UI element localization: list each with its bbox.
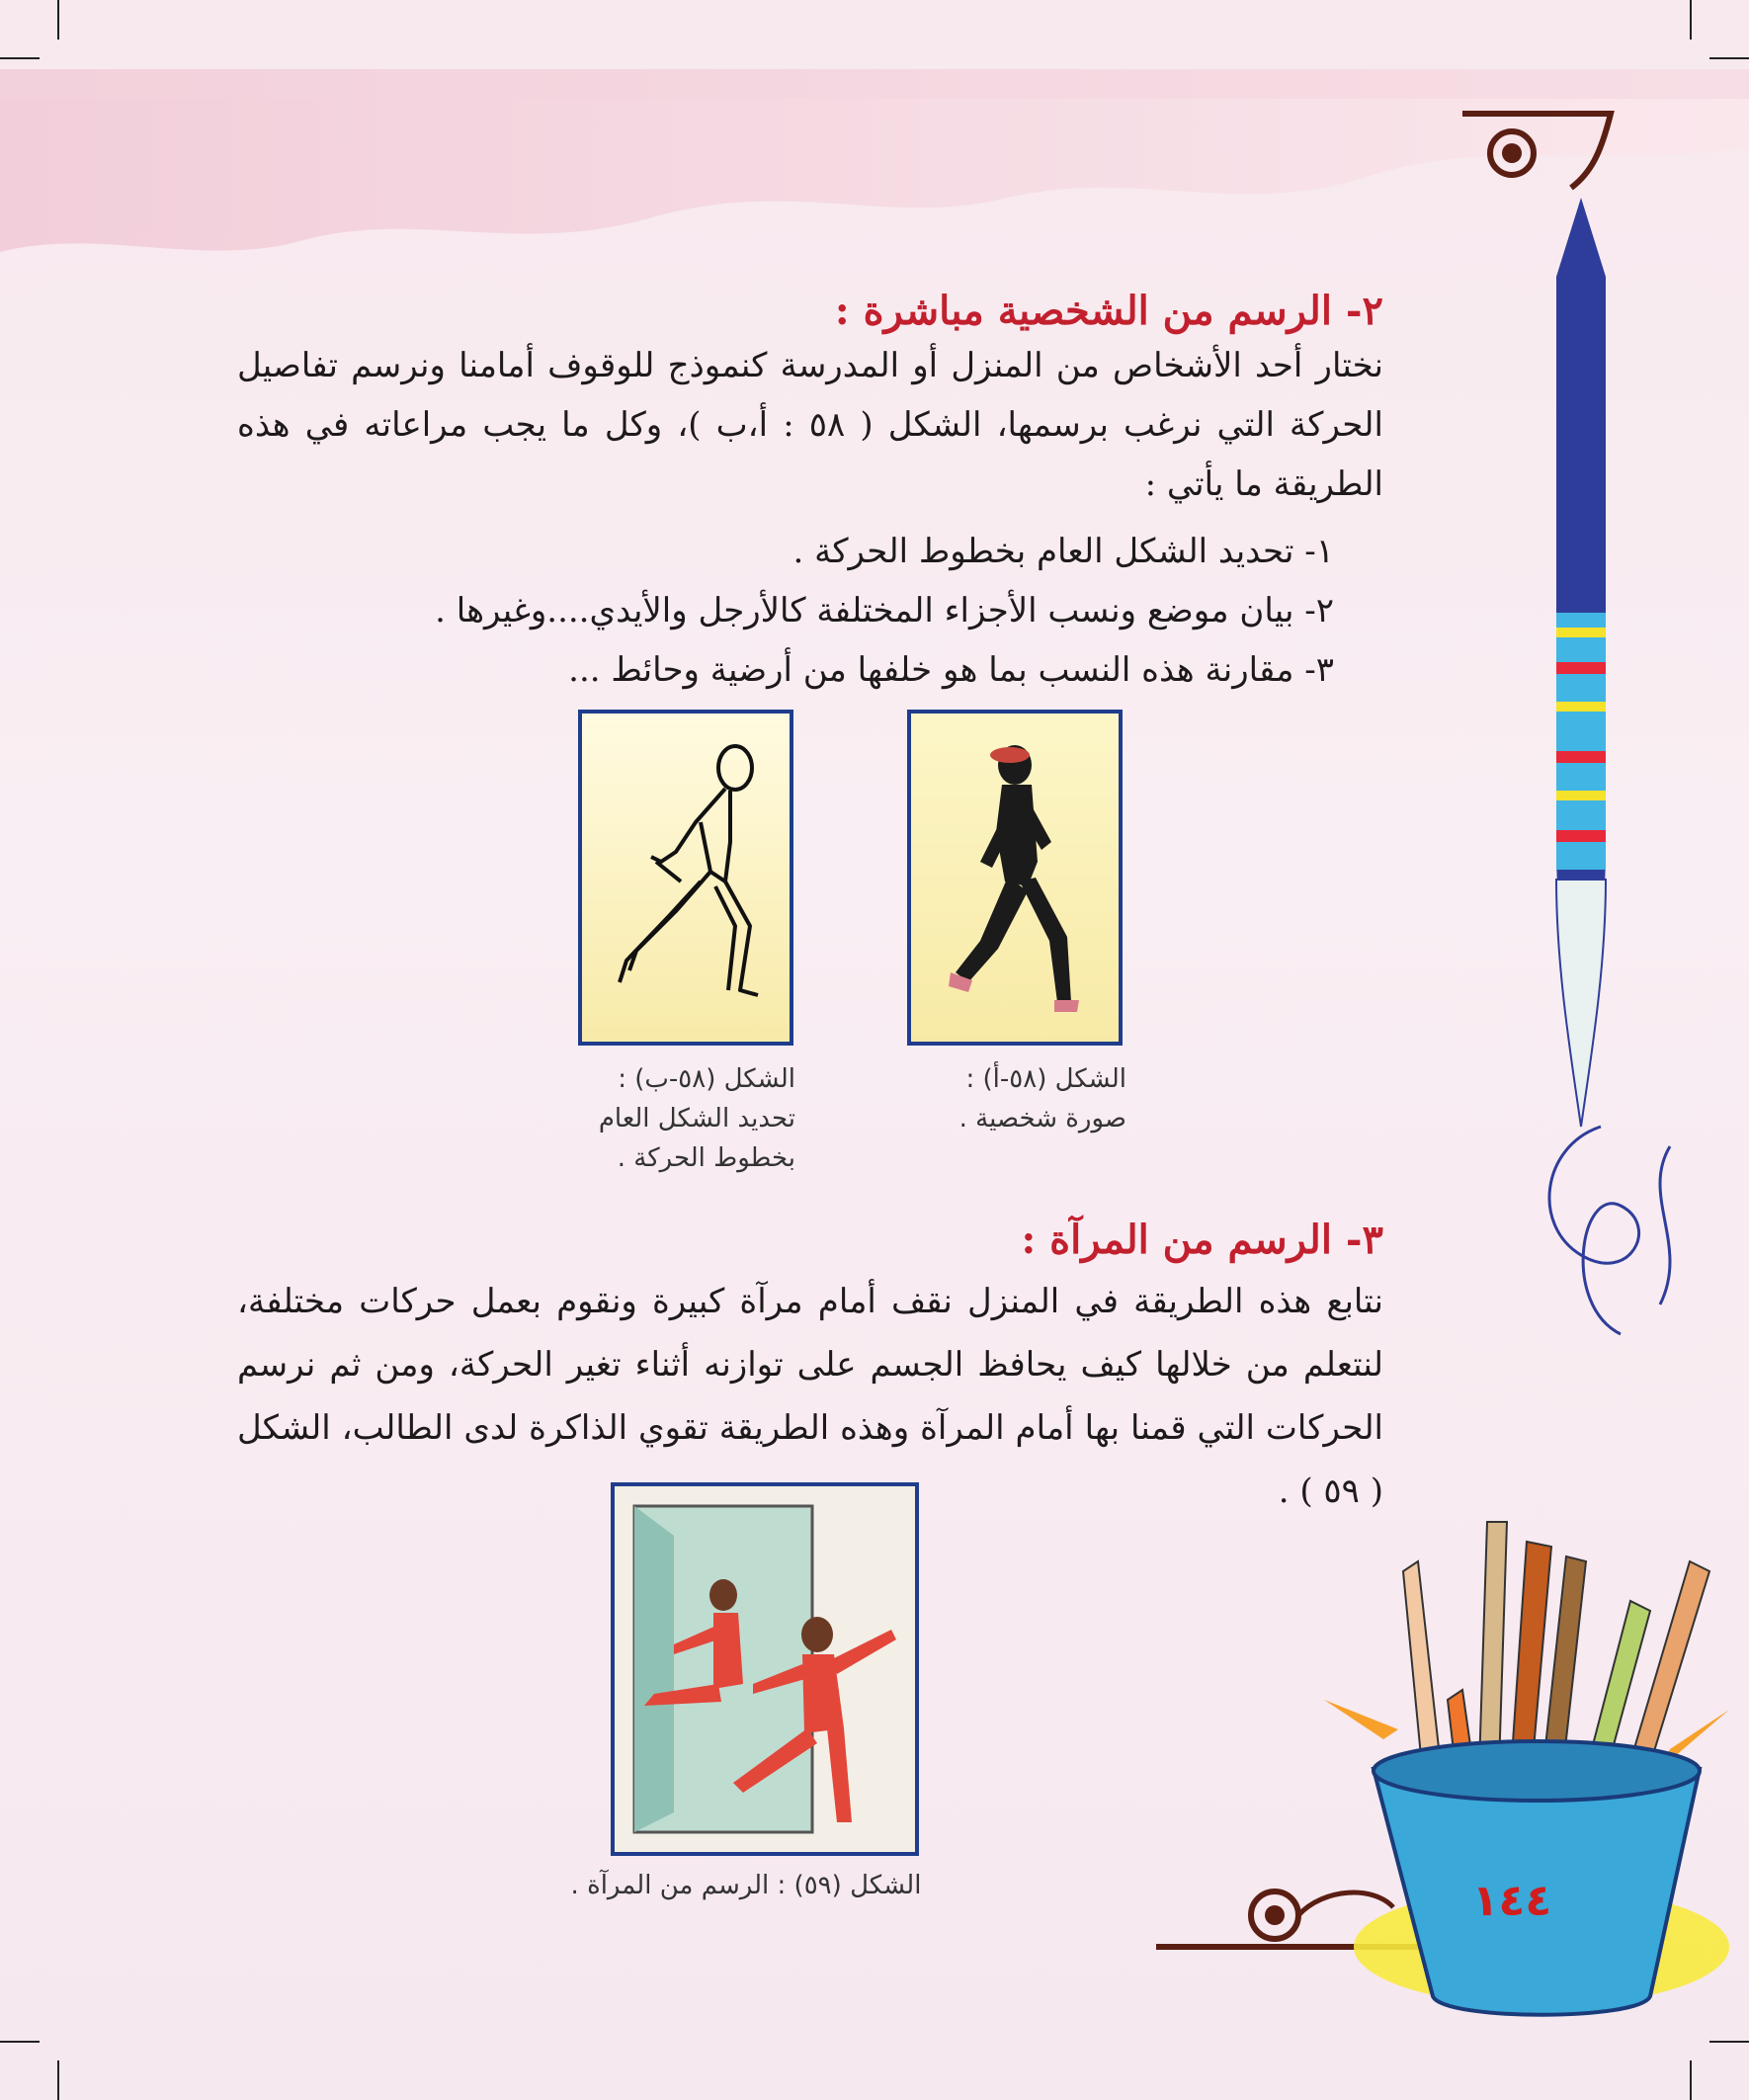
pencil-decoration-icon (1541, 198, 1621, 1136)
page-number: ١٤٤ (1471, 1876, 1552, 1926)
caption-line: تحديد الشكل العام (598, 1104, 795, 1134)
ornament-swirl-icon (1453, 94, 1621, 203)
list-item: ٣- مقارنة هذه النسب بما هو خلفها من أرضية وحائط ... (568, 650, 1334, 690)
figure-58b-caption (553, 1059, 795, 1178)
crop-mark (1690, 2060, 1692, 2100)
mirror-figure-icon (615, 1486, 915, 1852)
crop-mark (0, 2041, 40, 2043)
running-person-icon (911, 714, 1119, 1042)
paragraph-text: نتابع هذه الطريقة في المنزل نقف أمام مرآة كبيرة ونقوم بعمل حركات مختلفة، لنتعلم من خلالها كيف يحافظ الجسم على توازنه أثناء تغير الحركة، ومن ثم نرسم الحركات التي قمنا بها أمام المرآة وهذه الطريقة تقوي الذاكرة لدى الطالب، الشكل ( ٥٩ ) . (237, 1282, 1384, 1511)
list-item: ١- تحديد الشكل العام بخطوط الحركة . (792, 532, 1334, 571)
figure-59-caption: الشكل (٥٩) : الرسم من المرآة . (570, 1871, 922, 1900)
crop-mark (57, 2060, 59, 2100)
figure-58a-image (907, 710, 1123, 1046)
figure-58a-caption (894, 1059, 1126, 1138)
caption-line: بخطوط الحركة . (617, 1143, 795, 1173)
figure-58b-image (578, 710, 793, 1046)
section-paragraph (237, 336, 1383, 514)
section-heading: ٣- الرسم من المرآة : (1021, 1217, 1383, 1263)
paragraph-text: نختار أحد الأشخاص من المنزل أو المدرسة كنموذج للوقوف أمامنا ونرسم تفاصيل الحركة التي نرغب برسمها، الشكل ( ٥٨ : أ،ب )، وكل ما يجب مراعاته في هذه الطريقة ما يأتي : (237, 346, 1383, 504)
stick-figure-icon (582, 714, 790, 1042)
caption-line: الشكل (٥٨-أ) : (965, 1064, 1126, 1094)
ornament-swirl-icon (1522, 1107, 1719, 1354)
crop-mark (1690, 0, 1692, 40)
caption-line: صورة شخصية . (958, 1104, 1126, 1134)
section-heading: ٢- الرسم من الشخصية مباشرة : (834, 288, 1383, 334)
figure-59-image (611, 1482, 919, 1856)
crop-mark (57, 0, 59, 40)
list-item: ٢- بيان موضع ونسب الأجزاء المختلفة كالأرجل والأيدي....وغيرها . (435, 591, 1334, 630)
caption-line: الشكل (٥٨-ب) : (618, 1064, 795, 1094)
pencil-cup-icon (1314, 1502, 1739, 2056)
